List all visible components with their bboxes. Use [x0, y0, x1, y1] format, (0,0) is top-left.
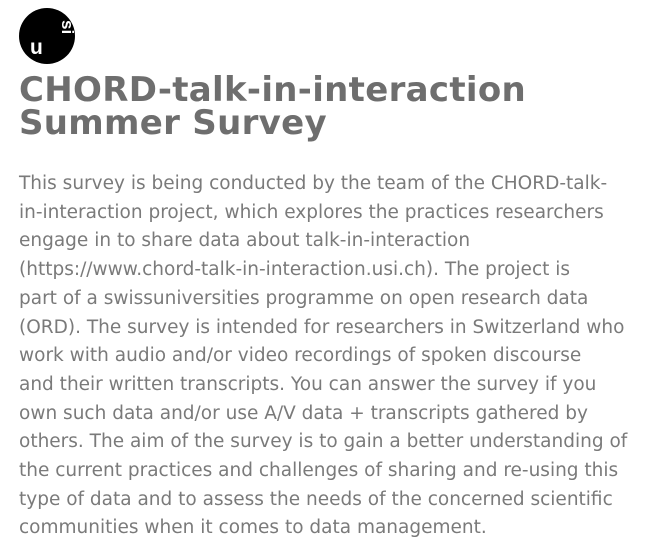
- page-title: [19, 70, 639, 143]
- usi-logo-graphic: [19, 8, 75, 64]
- usi-logo-icon: [19, 8, 75, 64]
- intro-line: in-interaction project, which explores the practices researchers: [19, 201, 604, 223]
- intro-line: work with audio and/or video recordings of spoken discourse: [19, 345, 582, 367]
- page-title-line: Summer Survey: [19, 103, 327, 143]
- intro-line: type of data and to assess the needs of the concerned scientific: [19, 488, 613, 510]
- intro-line: (https://www.chord-talk-in-interaction.usi.ch). The project is: [19, 259, 571, 281]
- intro-line: own such data and/or use A/V data + transcripts gathered by: [19, 402, 588, 424]
- survey-intro-text: [19, 170, 639, 543]
- svg-text:si: si: [58, 20, 77, 35]
- intro-line: part of a swissuniversities programme on open research data: [19, 287, 589, 309]
- intro-line: (ORD). The survey is intended for researchers in Switzerland who: [19, 316, 625, 338]
- intro-line: This survey is being conducted by the team of the CHORD-talk-: [19, 173, 608, 194]
- intro-line: others. The aim of the survey is to gain a better understanding of: [19, 431, 628, 453]
- intro-line: the current practices and challenges of sharing and re-using this: [19, 460, 619, 482]
- page-title-line: CHORD-talk-in-interaction: [19, 70, 527, 110]
- intro-line: and their written transcripts. You can answer the survey if you: [19, 373, 597, 395]
- intro-line: communities when it comes to data management.: [19, 517, 487, 539]
- svg-text:u: u: [30, 36, 43, 59]
- intro-line: engage in to share data about talk-in-interaction: [19, 230, 471, 252]
